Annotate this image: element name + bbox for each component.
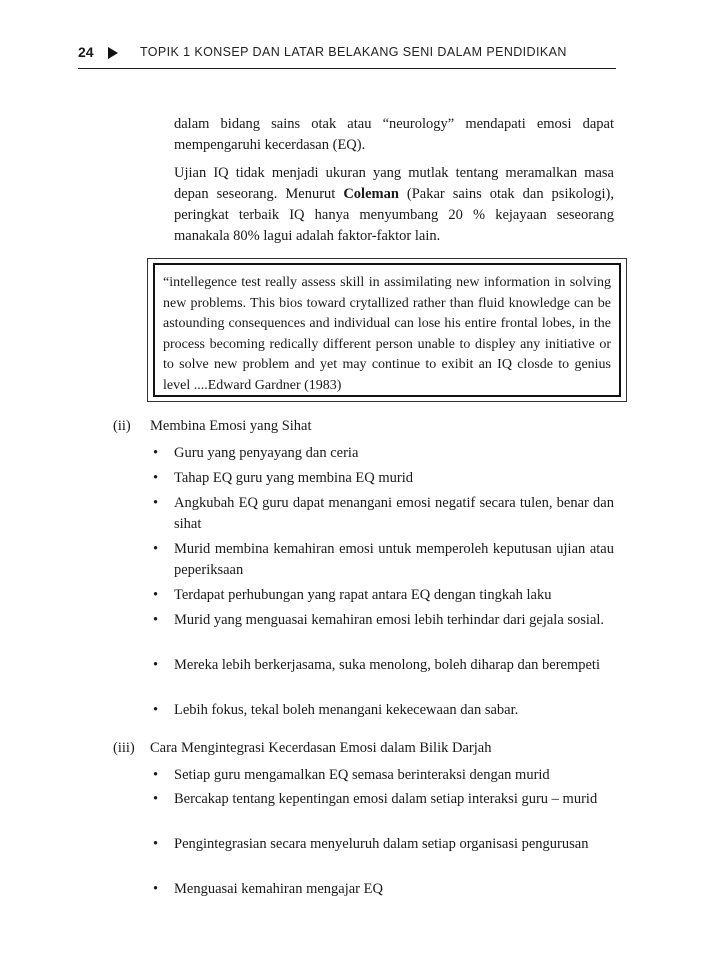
section-number-iii: (iii): [113, 740, 135, 756]
page-number: 24: [78, 44, 94, 60]
list-item: [148, 539, 614, 581]
list-item-text: Bercakap tentang kepentingan emosi dalam setiap interaksi guru – murid: [174, 791, 598, 807]
bullet-icon: •: [153, 495, 159, 511]
list-item: [148, 585, 614, 606]
bullet-icon: •: [153, 587, 159, 603]
list-item: [148, 610, 614, 631]
list-item-text: Murid membina kemahiran emosi untuk memperoleh keputusan ujian atau peperiksaan: [174, 541, 614, 578]
bullet-icon: •: [153, 612, 159, 628]
quote-box-inner-border: [153, 263, 621, 397]
running-title: TOPIK 1 KONSEP DAN LATAR BELAKANG SENI DALAM PENDIDIKAN: [140, 45, 567, 59]
list-item: [148, 468, 614, 489]
list-item-text: Lebih fokus, tekal boleh menangani kekecewaan dan sabar.: [174, 702, 519, 718]
bullet-icon: •: [153, 881, 159, 897]
bullet-icon: •: [153, 445, 159, 461]
running-header: [78, 42, 616, 69]
bullet-icon: •: [153, 836, 159, 852]
section-number-ii: (ii): [113, 418, 131, 434]
bullet-icon: •: [153, 767, 159, 783]
list-item-text: Pengintegrasian secara menyeluruh dalam setiap organisasi pengurusan: [174, 836, 589, 852]
list-item-text: Angkubah EQ guru dapat menangani emosi negatif secara tulen, benar dan sihat: [174, 495, 614, 532]
list-item-text: Menguasai kemahiran mengajar EQ: [174, 881, 383, 897]
bullet-icon: •: [153, 657, 159, 673]
section-title-iii: Cara Mengintegrasi Kecerdasan Emosi dalam Bilik Darjah: [150, 740, 492, 756]
bullet-icon: •: [153, 541, 159, 557]
list-item: [148, 789, 614, 810]
list-item: [148, 493, 614, 535]
paragraph-iq-text-after: (Pakar sains otak dan psikologi), peringkat terbaik IQ hanya menyumbang 20 % kejayaan seseorang manakala 80% lagui adalah faktor-faktor lain.: [174, 186, 614, 244]
bullet-icon: •: [153, 470, 159, 486]
list-item-text: Murid yang menguasai kemahiran emosi lebih terhindar dari gejala sosial.: [174, 612, 605, 628]
list-item: [148, 834, 614, 855]
bullet-icon: •: [153, 702, 159, 718]
emphasis-coleman: Coleman: [343, 186, 399, 202]
paragraph-neurology: dalam bidang sains otak atau “neurology” mendapati emosi dapat mempengaruhi kecerdasan (EQ).: [174, 116, 614, 153]
list-item-text: Setiap guru mengamalkan EQ semasa berinteraksi dengan murid: [174, 767, 550, 783]
list-item-text: Terdapat perhubungan yang rapat antara EQ dengan tingkah laku: [174, 587, 552, 603]
list-item: [148, 443, 614, 464]
paragraph-iq-text-before: Ujian IQ tidak menjadi ukuran yang mutlak tentang meramalkan masa depan seseorang. Menurut: [174, 165, 614, 202]
list-item: [148, 765, 614, 786]
list-item: [148, 879, 614, 900]
list-item: [148, 700, 614, 721]
list-item-text: Guru yang penyayang dan ceria: [174, 445, 359, 461]
section-title-ii: Membina Emosi yang Sihat: [150, 418, 312, 434]
quote-box: [147, 258, 627, 402]
list-item-text: Tahap EQ guru yang membina EQ murid: [174, 470, 413, 486]
quote-text: “intellegence test really assess skill in assimilating new information in solving new problems. This bios toward crytallized rather than fluid knowledge can be astounding consequences and individual can lose his entire frontal lobes, in the process becoming redically different person unable to displey any initiative or to solve new problem and yet may continue to exibit an IQ closde to genius level ....Edward Gardner (1983): [163, 275, 611, 393]
bullet-icon: •: [153, 791, 159, 807]
list-item-text: Mereka lebih berkerjasama, suka menolong, boleh diharap dan berempeti: [174, 657, 600, 673]
paragraph-iq: [174, 163, 614, 247]
list-item: [148, 655, 614, 676]
triangle-arrow-icon: [108, 47, 118, 59]
